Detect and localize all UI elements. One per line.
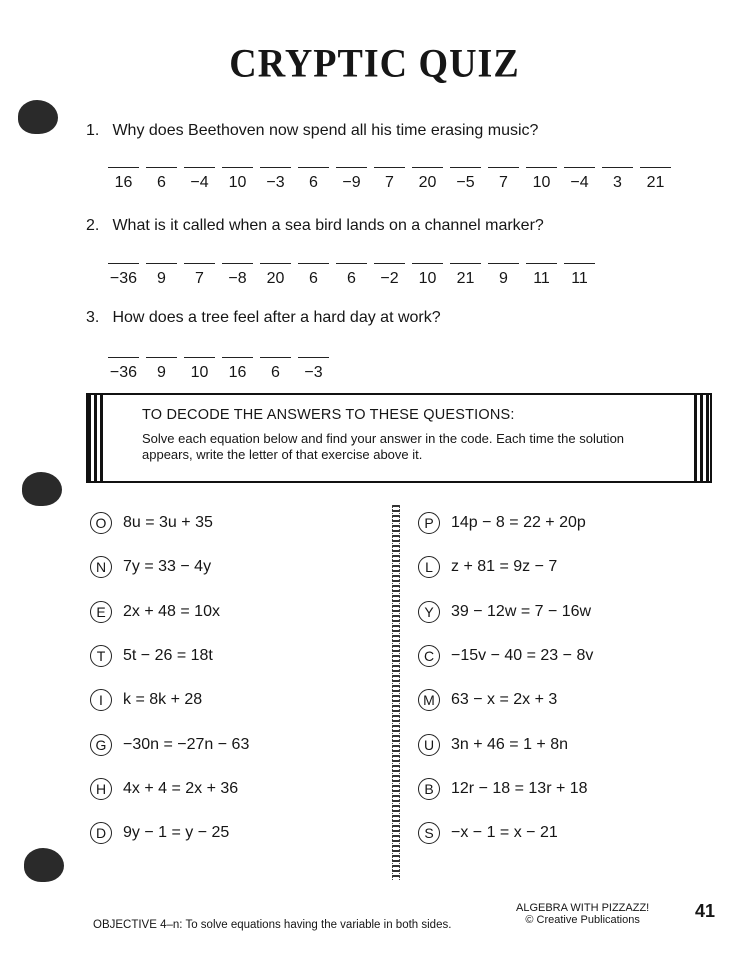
answer-blank[interactable]: −5 [450,167,481,192]
equation-text: 5t − 26 = 18t [123,646,213,664]
letter-circle: M [418,689,440,711]
binder-hole-top [18,100,58,134]
answer-blank[interactable]: 6 [298,263,329,288]
answer-blank[interactable]: 6 [336,263,367,288]
answer-blank[interactable]: 10 [412,263,443,288]
answer-blank[interactable]: 9 [488,263,519,288]
equation-text: z + 81 = 9z − 7 [451,558,558,576]
answer-blanks-3 [108,357,336,382]
book-credit [516,902,649,926]
question-number: 3. [86,309,100,326]
equation-item [418,822,558,844]
answer-blank[interactable]: 21 [450,263,481,288]
answer-blank[interactable]: 16 [222,357,253,382]
answer-blank[interactable]: 10 [526,167,557,192]
answer-blank[interactable]: 3 [602,167,633,192]
answer-blank[interactable]: −36 [108,357,139,382]
letter-circle: C [418,645,440,667]
equation-text: 14p − 8 = 22 + 20p [451,514,586,531]
letter-circle: B [418,778,440,800]
binder-hole-bottom [24,848,64,882]
letter-circle: T [90,645,112,667]
equation-item [90,645,213,667]
publisher: © Creative Publications [525,914,640,926]
letter-circle: P [418,512,440,534]
answer-blank[interactable]: 10 [222,167,253,192]
equation-text: 39 − 12w = 7 − 16w [451,602,592,620]
equation-item [418,512,586,534]
equation-item [90,734,249,756]
answer-blank[interactable]: −2 [374,263,405,288]
box-bars-left [88,395,104,481]
question-number: 1. [86,122,100,139]
column-divider [392,505,400,880]
box-bars-right [694,395,710,481]
answer-blank[interactable]: 21 [640,167,671,192]
letter-circle: D [90,822,112,844]
letter-circle: L [418,556,440,578]
letter-circle: G [90,734,112,756]
equation-text: −x − 1 = x − 21 [451,824,558,842]
answer-blanks-2 [108,263,602,288]
answer-blank[interactable]: −4 [564,167,595,192]
page-title: CRYPTIC QUIZ [229,41,520,87]
answer-blank[interactable]: 6 [298,167,329,192]
equation-text: 63 − x = 2x + 3 [451,691,558,709]
answer-blank[interactable]: 6 [260,357,291,382]
equation-item [90,512,213,534]
equation-item [418,601,591,623]
equation-text: −30n = −27n − 63 [123,735,250,753]
equation-text: 7y = 33 − 4y [123,558,212,576]
question-text: How does a tree feel after a hard day at work? [112,309,441,326]
answer-blanks-1 [108,167,678,192]
equation-text: −15v − 40 = 23 − 8v [451,646,594,664]
equation-item [90,556,211,578]
page-number: 41 [695,901,716,921]
answer-blank[interactable]: 11 [526,263,557,288]
letter-circle: H [90,778,112,800]
equation-item [418,556,557,578]
equation-text: 9y − 1 = y − 25 [123,824,230,842]
answer-blank[interactable]: −4 [184,167,215,192]
answer-blank[interactable]: 20 [260,263,291,288]
question-number: 2. [86,217,100,234]
letter-circle: Y [418,601,440,623]
question-1 [86,122,538,140]
decode-instructions-box [86,393,712,483]
equation-item [90,778,238,800]
letter-circle: E [90,601,112,623]
equation-text: 4x + 4 = 2x + 36 [123,779,239,797]
answer-blank[interactable]: 9 [146,357,177,382]
answer-blank[interactable]: 20 [412,167,443,192]
decode-body: Solve each equation below and find your answer in the code. Each time the solution appears, write the letter of that exercise above it. [142,431,625,462]
letter-circle: U [418,734,440,756]
binder-hole-middle [22,472,62,506]
equation-text: 8u = 3u + 35 [123,514,213,531]
answer-blank[interactable]: −8 [222,263,253,288]
answer-blank[interactable]: −36 [108,263,139,288]
letter-circle: O [90,512,112,534]
answer-blank[interactable]: −9 [336,167,367,192]
question-text: Why does Beethoven now spend all his time erasing music? [112,122,539,139]
equation-item [90,822,229,844]
book-title: ALGEBRA WITH PIZZAZZ! [516,902,650,914]
answer-blank[interactable]: 7 [184,263,215,288]
equation-item [418,689,557,711]
answer-blank[interactable]: 7 [488,167,519,192]
answer-blank[interactable]: −3 [298,357,329,382]
letter-circle: I [90,689,112,711]
letter-circle: S [418,822,440,844]
equation-item [418,645,593,667]
decode-heading: TO DECODE THE ANSWERS TO THESE QUESTIONS: [142,407,515,423]
equation-item [90,689,202,711]
objective-text: OBJECTIVE 4–n: To solve equations having the variable in both sides. [93,919,452,931]
answer-blank[interactable]: 6 [146,167,177,192]
equation-text: 2x + 48 = 10x [123,602,220,620]
answer-blank[interactable]: 7 [374,167,405,192]
equation-item [90,601,220,623]
equation-text: k = 8k + 28 [123,691,203,709]
answer-blank[interactable]: 16 [108,167,139,192]
answer-blank[interactable]: −3 [260,167,291,192]
question-3 [86,309,441,327]
equation-text: 3n + 46 = 1 + 8n [451,735,568,753]
answer-blank[interactable]: 11 [564,263,595,288]
equation-item [418,778,588,800]
equation-text: 12r − 18 = 13r + 18 [451,779,588,797]
question-2 [86,217,544,235]
answer-blank[interactable]: 10 [184,357,215,382]
question-text: What is it called when a sea bird lands on a channel marker? [112,217,544,234]
answer-blank[interactable]: 9 [146,263,177,288]
equation-item [418,734,568,756]
letter-circle: N [90,556,112,578]
